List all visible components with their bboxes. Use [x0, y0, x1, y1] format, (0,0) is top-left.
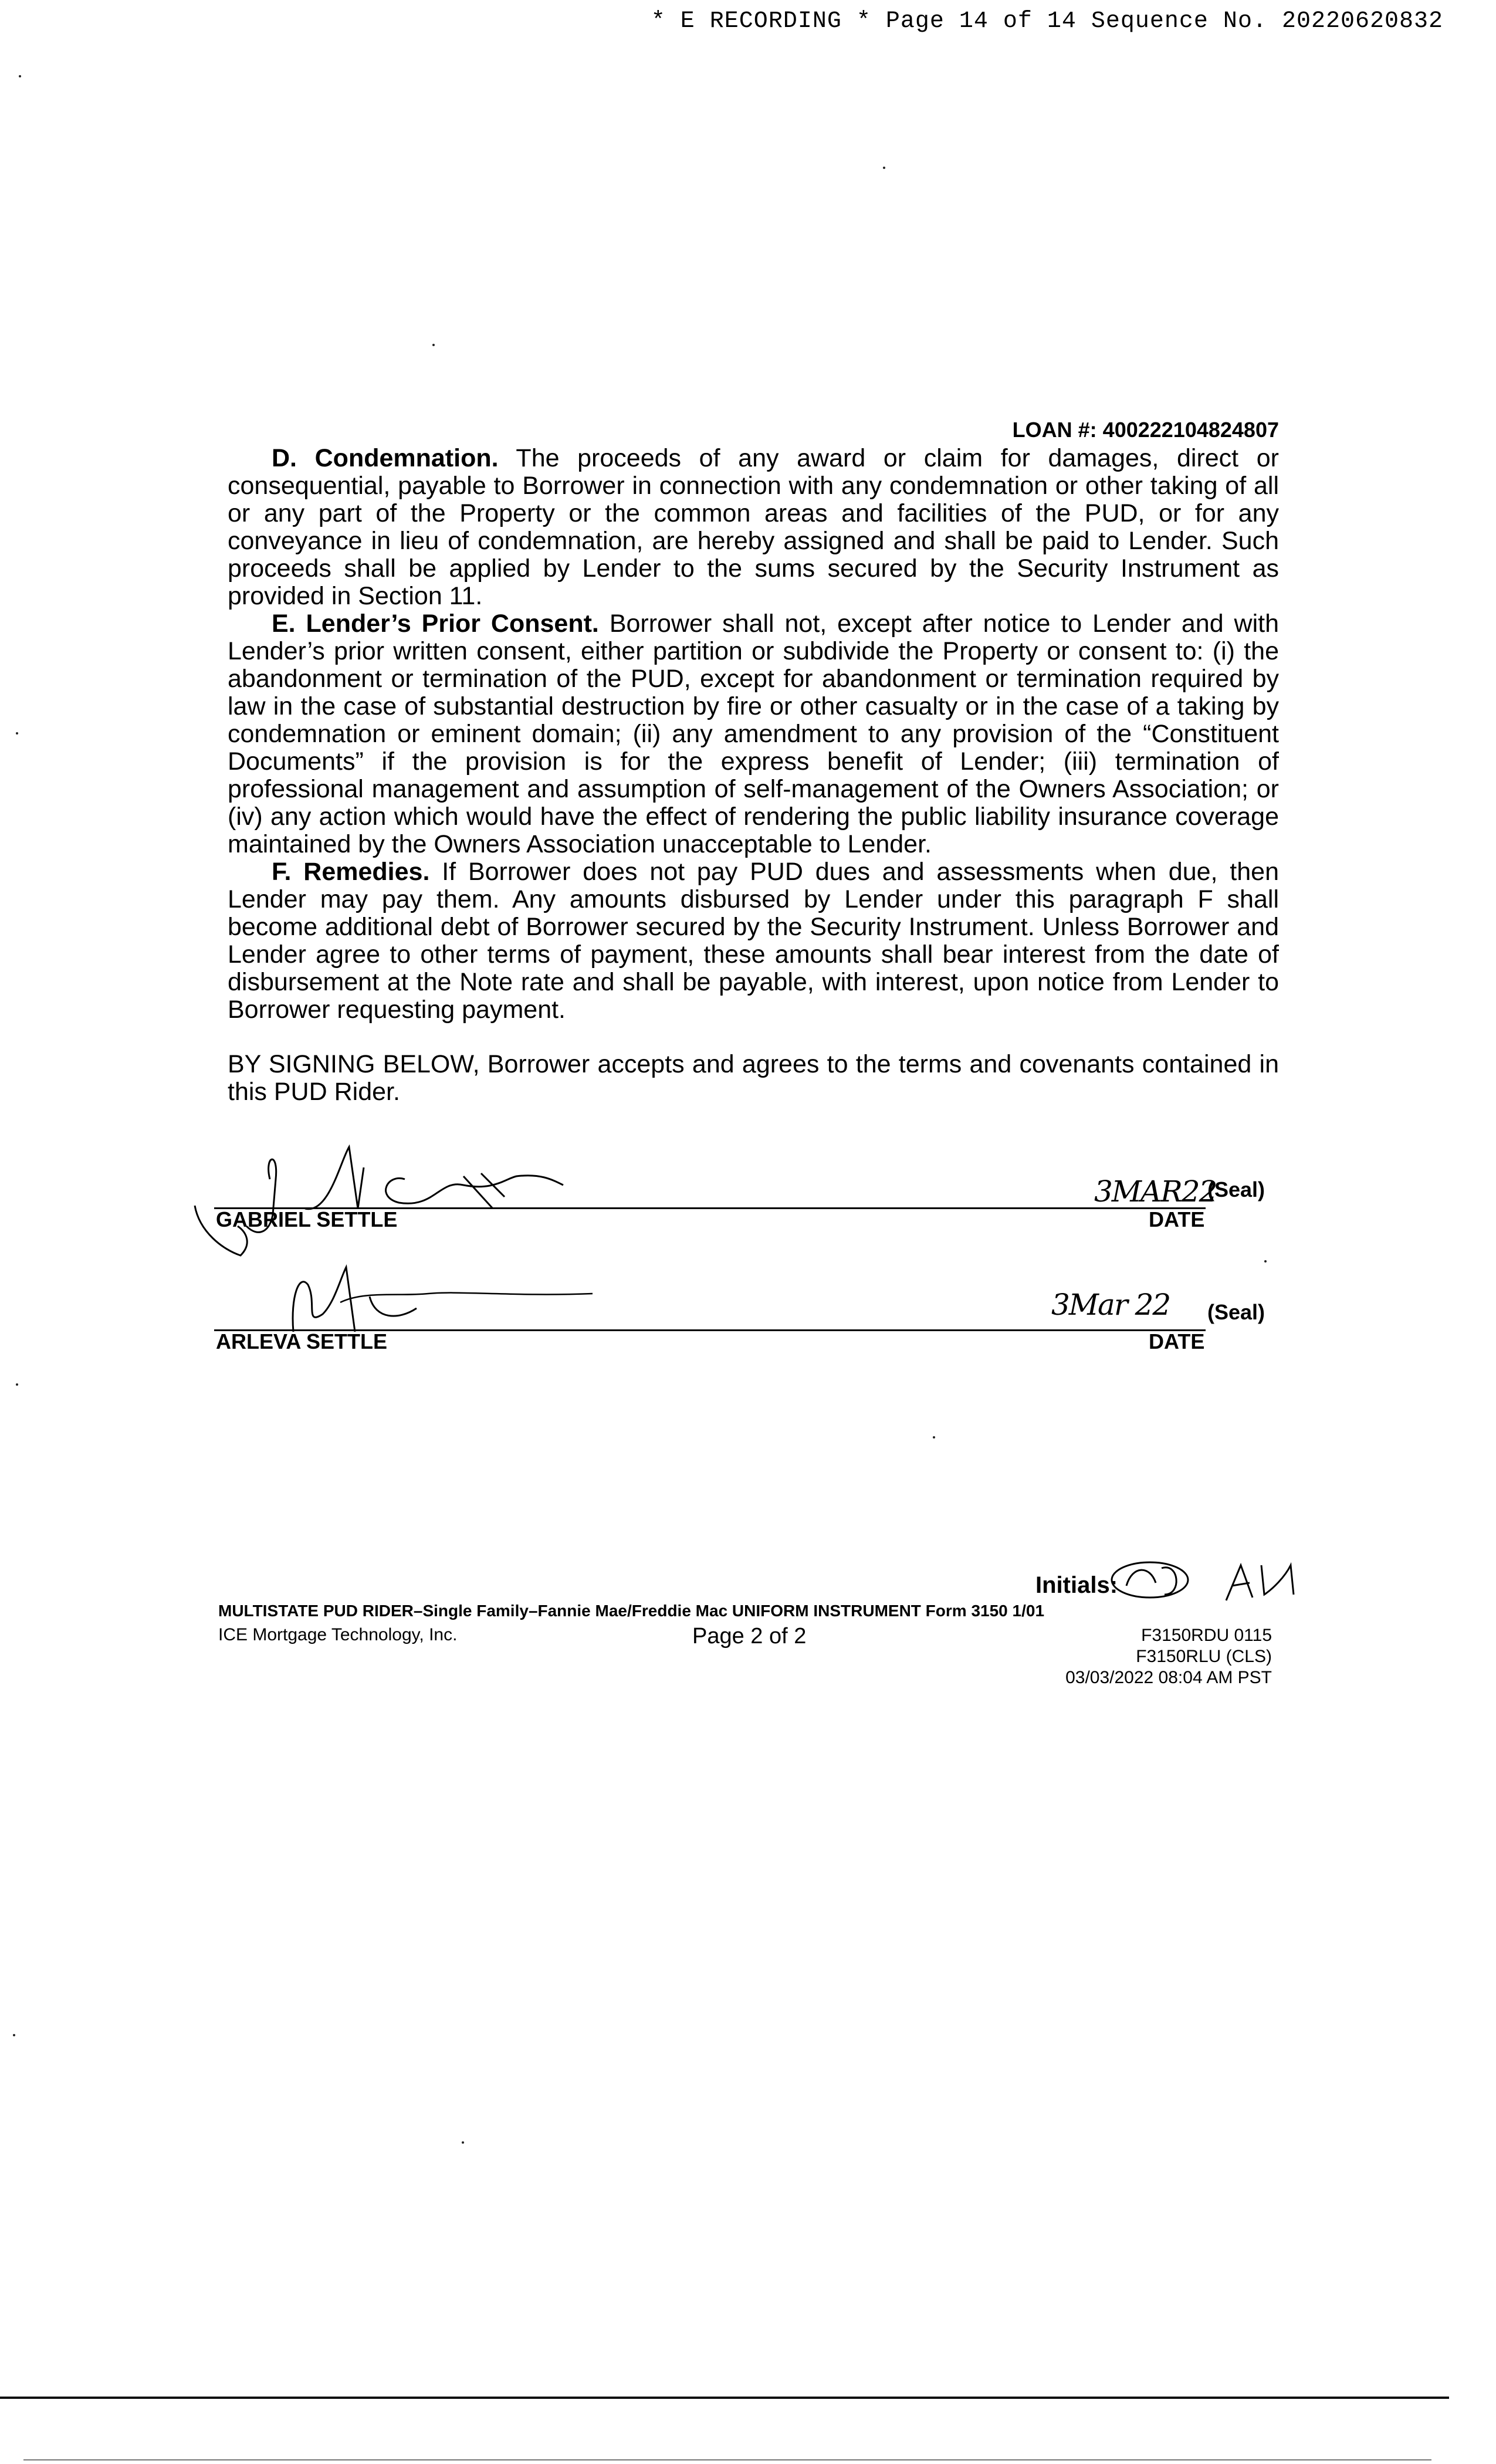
loan-number: LOAN #: 400222104824807 — [1012, 418, 1279, 442]
form-timestamp: 03/03/2022 08:04 AM PST — [1065, 1668, 1272, 1687]
handwritten-date: 3MAR22 — [1094, 1175, 1217, 1209]
scan-edge-line — [23, 2459, 1431, 2460]
seal-label: (Seal) — [1207, 1177, 1265, 1201]
rider-body — [228, 445, 1279, 1106]
section-heading: E. Lender’s Prior Consent. — [272, 610, 599, 638]
form-title: MULTISTATE PUD RIDER–Single Family–Fannie Mae/Freddie Mac UNIFORM INSTRUMENT Form 3150 1/01 — [218, 1602, 1045, 1620]
section-remedies — [228, 858, 1279, 1024]
form-code: F3150RLU (CLS) — [1136, 1647, 1272, 1666]
scan-speck — [1264, 1260, 1267, 1263]
initials-signature — [1109, 1553, 1332, 1606]
section-heading: F. Remedies. — [272, 858, 430, 886]
date-label: DATE — [1149, 1329, 1205, 1353]
recording-header: * E RECORDING * Page 14 of 14 Sequence No. 20220620832 — [651, 8, 1443, 35]
seal-label: (Seal) — [1207, 1300, 1265, 1324]
section-heading: D. Condemnation. — [272, 444, 499, 472]
scan-speck — [16, 1383, 18, 1386]
scan-speck — [883, 167, 885, 169]
signing-statement: BY SIGNING BELOW, Borrower accepts and agrees to the terms and covenants contained in this PUD Rider. — [228, 1050, 1279, 1106]
company-name: ICE Mortgage Technology, Inc. — [218, 1625, 458, 1644]
scan-speck — [462, 2141, 464, 2144]
form-code: F3150RDU 0115 — [1141, 1626, 1272, 1645]
scan-speck — [432, 344, 435, 346]
section-condemnation — [228, 445, 1279, 610]
scan-speck — [16, 732, 18, 735]
scan-speck — [19, 75, 21, 77]
signature-arleva — [282, 1261, 610, 1338]
borrower-name: GABRIEL SETTLE — [216, 1207, 398, 1231]
section-text: Borrower shall not, except after notice to Lender and with Lender’s prior written consent, either partition or subdivide the Property or consent to: (i) the abandonment or termination of the PUD, except for abandonment or termination required by law in the case of substantial destruction by fire or other casualty or in the case of a taking by condemnation or eminent domain; (ii) any amendment to any provision of the “Constituent Documents” if the provision is for the express benefit of Lender; (iii) termination of professional management and assumption of self-management of the Owners Association; or (iv) any action which would have the effect of rendering the public liability insurance coverage maintained by the Owners Association unacceptable to Lender. — [228, 610, 1280, 858]
date-label: DATE — [1149, 1207, 1205, 1231]
section-lenders-consent — [228, 610, 1279, 858]
initials-label: Initials: — [1035, 1572, 1118, 1598]
scan-speck — [13, 2034, 15, 2036]
page-number: Page 2 of 2 — [692, 1624, 807, 1649]
scan-speck — [933, 1436, 935, 1439]
scan-edge-line — [0, 2397, 1449, 2399]
borrower-name: ARLEVA SETTLE — [216, 1329, 388, 1353]
section-text: If Borrower does not pay PUD dues and assessments when due, then Lender may pay them. Any amounts disbursed by Lender under this paragraph F shall become additional debt of Borrower secured by the Security Instrument. Unless Borrower and Lender agree to other terms of payment, these amounts shall bear interest from the date of disbursement at the Note rate and shall be payable, with interest, upon notice from Lender to Borrower requesting payment. — [228, 858, 1279, 1024]
handwritten-date: 3Mar 22 — [1051, 1288, 1170, 1322]
section-text: The proceeds of any award or claim for damages, direct or consequential, payable to Borrower in connection with any condemnation or other taking of all or any part of the Property or the common areas and facilities of the PUD, or for any conveyance in lieu of condemnation, are hereby assigned and shall be paid to Lender. Such proceeds shall be applied by Lender to the sums secured by the Security Instrument as provided in Section 11. — [228, 444, 1279, 610]
form-codes — [1065, 1625, 1272, 1688]
signature-gabriel — [188, 1144, 610, 1261]
